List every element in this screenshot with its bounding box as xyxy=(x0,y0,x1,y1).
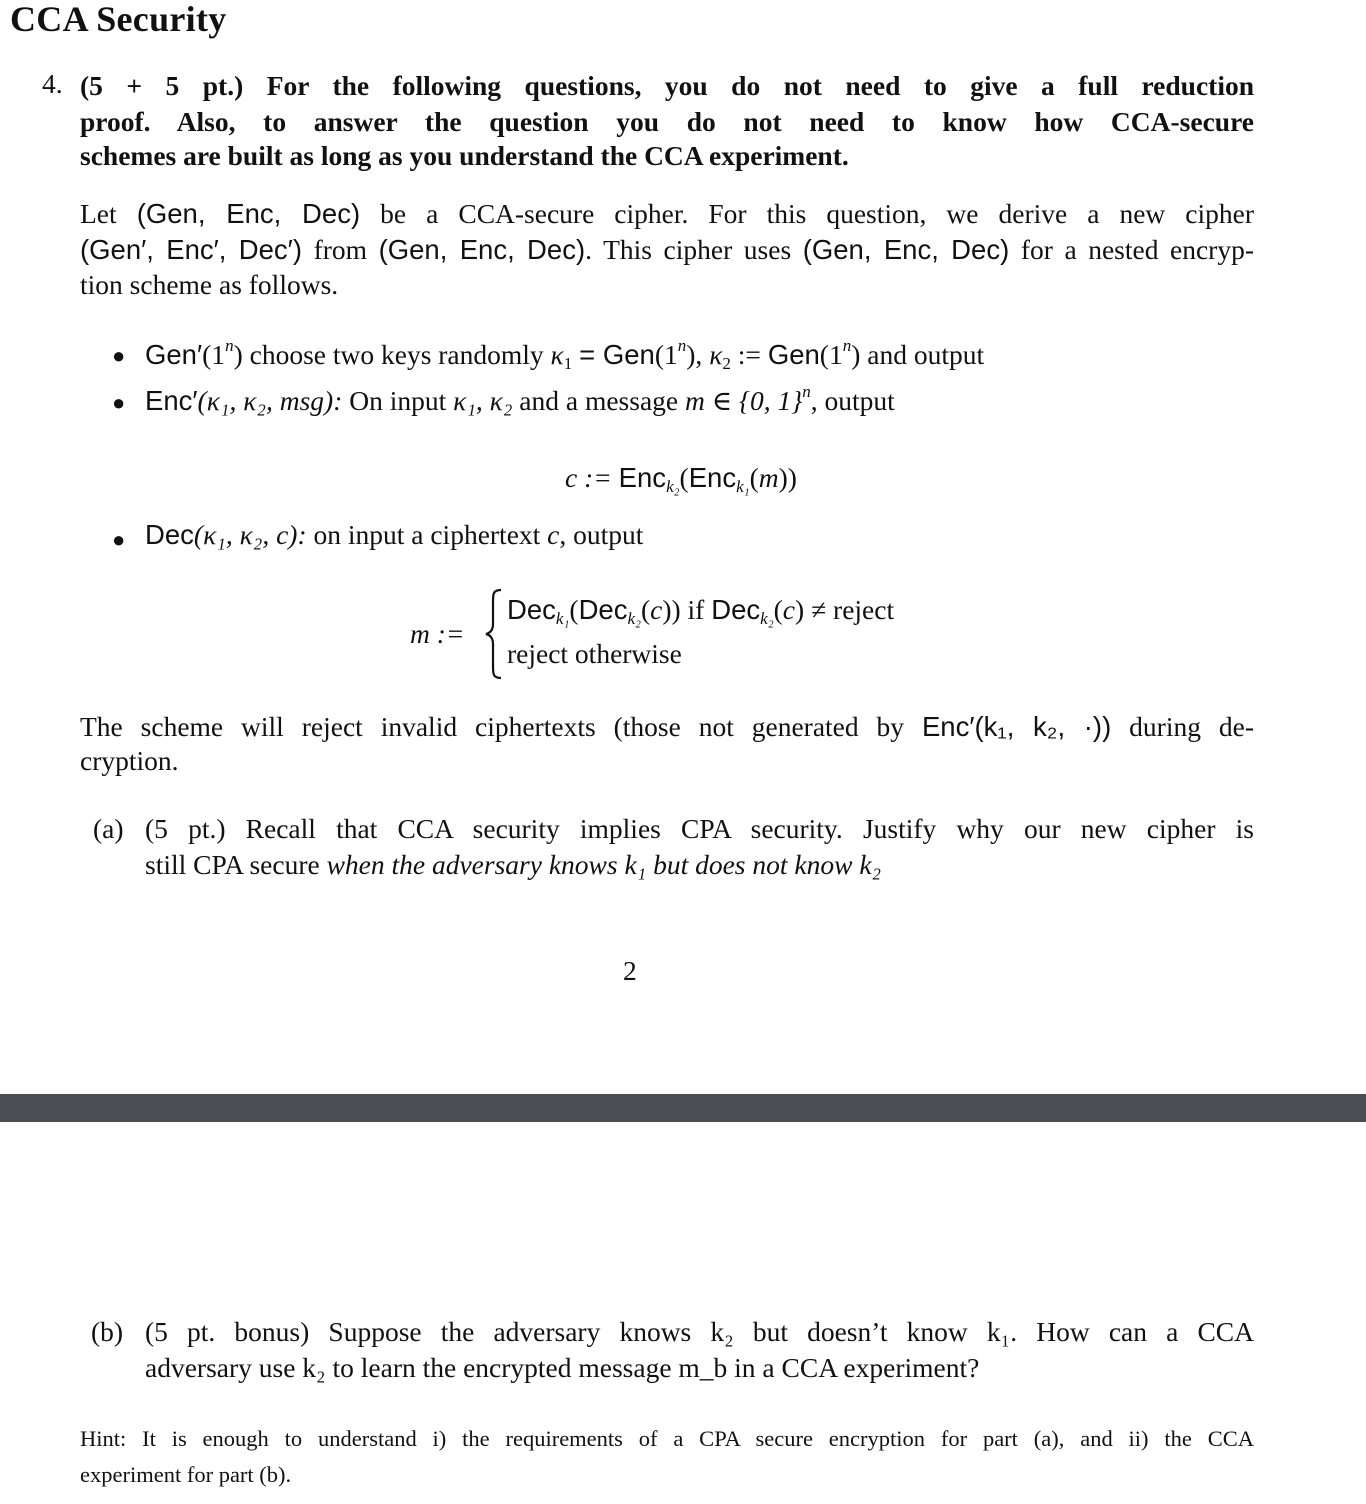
para1-line-1: Let (Gen, Enc, Dec) be a CCA-secure cipher. For this question, we derive a new cipher xyxy=(80,198,1255,229)
part-a-label: (a) xyxy=(93,813,124,844)
question-number: 4. xyxy=(42,68,63,99)
hint-line-2: experiment for part (b). xyxy=(80,1462,292,1487)
question-points: (5 + 5 pt.) xyxy=(80,70,244,101)
page-divider xyxy=(0,1094,1366,1122)
para1-line-2: (Gen′, Enc′, Dec′) from (Gen, Enc, Dec). This cipher uses (Gen, Enc, Dec) for a nested encryp- xyxy=(80,234,1254,265)
part-b-line-2: adversary use k₂ to learn the encrypted message m_b in a CCA experiment? xyxy=(145,1352,980,1383)
question-intro-line-1: (5 + 5 pt.) For the following questions, you do not need to give a full reduction xyxy=(80,70,1255,101)
part-b-line-1: (5 pt. bonus) Suppose the adversary knows k₂ but doesn’t know k₁. How can a CCA xyxy=(145,1316,1254,1347)
part-b-label: (b) xyxy=(91,1316,124,1347)
dec-case-2: reject otherwise xyxy=(507,638,682,669)
bullet-gen: Gen′(1$^n$) choose two keys randomly $\kappa_1 = Gen(1^n)$, $\kappa_2$ := Gen(1$^n$) and output xyxy=(145,336,985,373)
page-title: CCA Security xyxy=(10,0,227,39)
question-intro-line-3: schemes are built as long as you understand the CCA experiment. xyxy=(80,140,849,171)
part-a-line-1: (5 pt.) Recall that CCA security implies CPA security. Justify why our new cipher is xyxy=(145,813,1254,844)
enc-formula: c := Enc$_{k_2}$(Enc$_{k_1}$(m)) xyxy=(565,462,797,497)
para1-line-3: tion scheme as follows. xyxy=(80,269,339,300)
dec-formula-lhs: m := xyxy=(410,618,465,649)
hint-line-1: Hint: It is enough to understand i) the requirements of a CPA secure encryption for part (a), and ii) the CCA xyxy=(80,1426,1254,1451)
para2-line-1: The scheme will reject invalid ciphertexts (those not generated by Enc′(k₁, k₂, ·)) during de- xyxy=(80,711,1254,742)
dec-case-1: Dec$_{k_1}$(Dec$_{k_2}$(c)) if Dec$_{k_2}$(c) ≠ reject xyxy=(507,594,895,629)
question-intro-line-2: proof. Also, to answer the question you do not need to know how CCA-secure xyxy=(80,106,1254,137)
part-a-line-2: still CPA secure when the adversary knows k₁ but does not know k₂ xyxy=(145,849,882,880)
bullet-dot: ● xyxy=(112,390,126,415)
bullet-dot: ● xyxy=(112,343,126,368)
bullet-enc: Enc′(κ₁, κ₂, msg): On input κ₁, κ₂ and a message m ∈ {0, 1}$^n$, output xyxy=(145,382,895,416)
bullet-dot: ● xyxy=(112,527,126,552)
cases-brace xyxy=(484,588,504,680)
para2-line-2: cryption. xyxy=(80,745,179,776)
bullet-dec: Dec(κ₁, κ₂, c): on input a ciphertext c, output xyxy=(145,519,644,550)
page-number: 2 xyxy=(623,955,637,986)
